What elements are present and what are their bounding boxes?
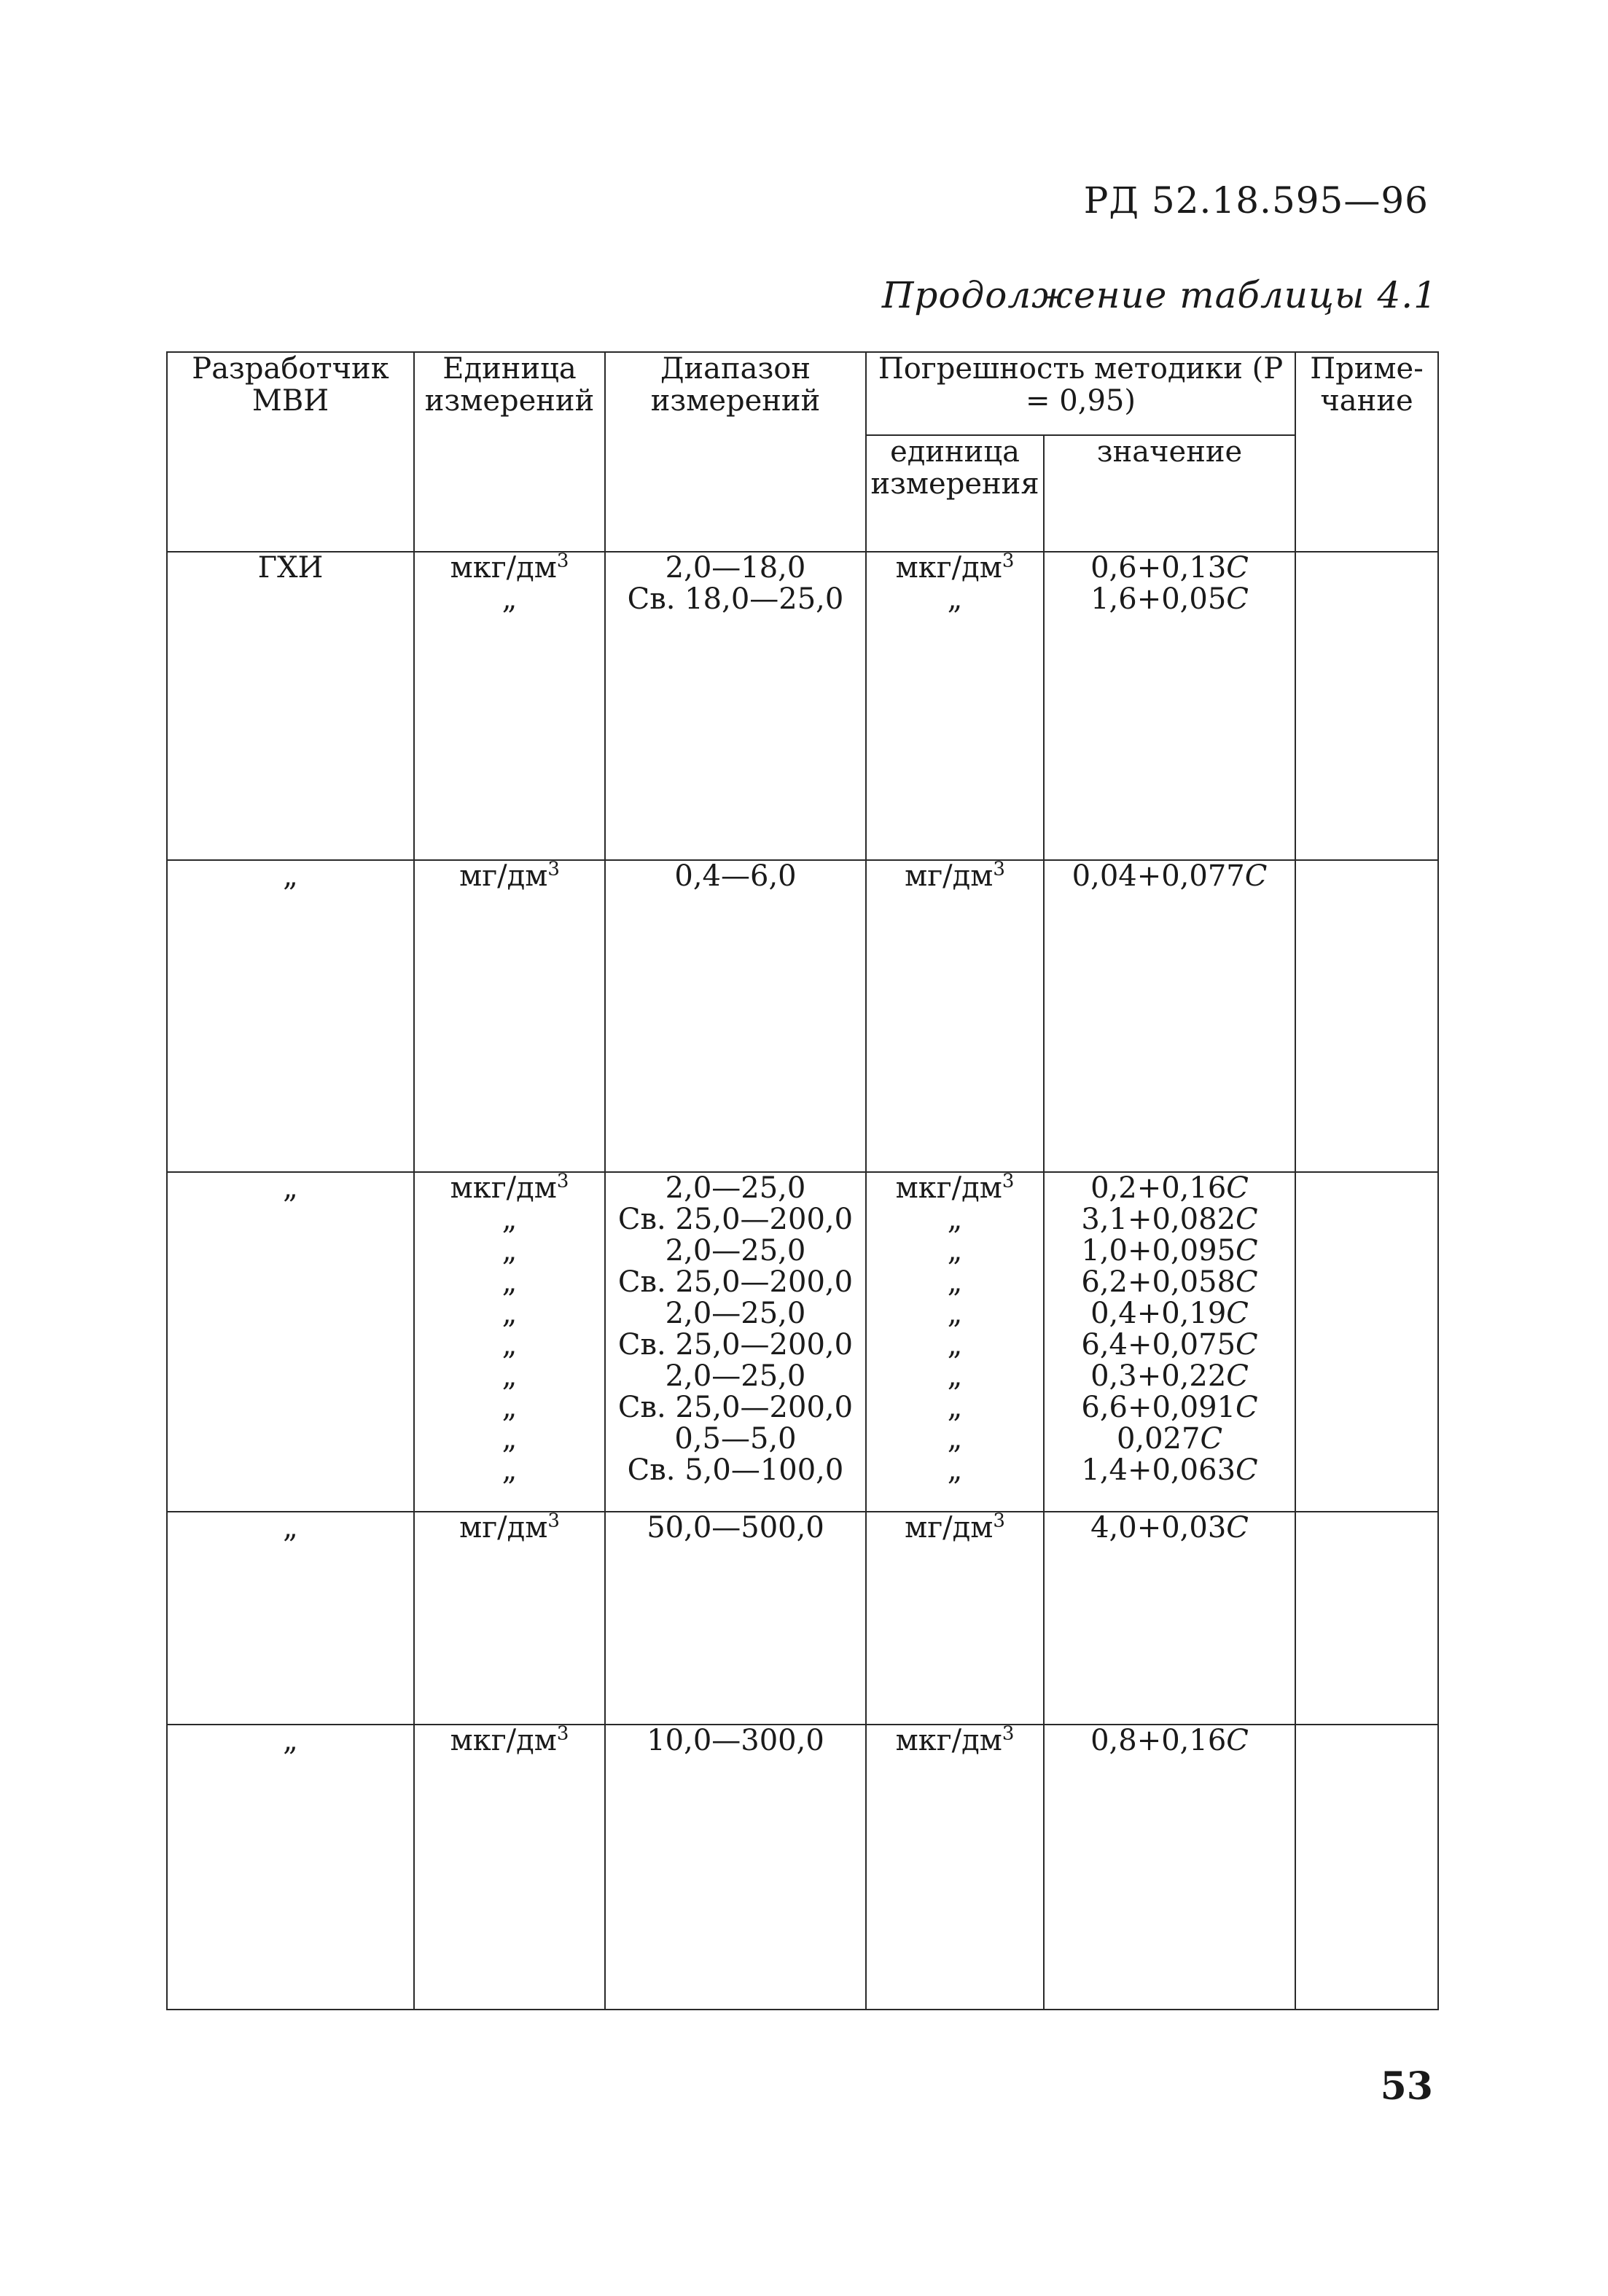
range-cell: 50,0—500,0: [605, 1512, 866, 1725]
table-caption: Продолжение таблицы 4.1: [881, 274, 1437, 316]
developer-cell: „: [167, 860, 414, 1172]
table-row: [167, 860, 1438, 1172]
unit-cell: мкг/$дм^3$ „ „ „ „ „ „ „ „ „: [414, 1172, 605, 1512]
error-unit-cell: $мг/дм^3$: [866, 860, 1044, 1172]
error-unit-cell: мкг/$дм^3$: [866, 1725, 1044, 2010]
note-cell: [1295, 1512, 1438, 1725]
error-value-cell: 0,04+0,077C: [1044, 860, 1295, 1172]
developer-cell: „: [167, 1725, 414, 2010]
unit-cell: мкг/$дм^3$ „: [414, 552, 605, 860]
header-developer: Разработчик МВИ: [167, 352, 414, 552]
table-row: [167, 1512, 1438, 1725]
error-unit-cell: мкг/$дм^3$ „ „ „ „ „ „ „ „ „: [866, 1172, 1044, 1512]
note-cell: [1295, 1725, 1438, 2010]
table-row: [167, 1725, 1438, 2010]
developer-cell: ГХИ: [167, 552, 414, 860]
error-unit-cell: $мг/дм^3$: [866, 1512, 1044, 1725]
error-value-cell: 0,2+0,16C 3,1+0,082C 1,0+0,095C 6,2+0,058C 0,4+0,19C 6,4+0,075C 0,3+0,22C 6,6+0,091C 0,027C 1,4+0,063C: [1044, 1172, 1295, 1512]
note-cell: [1295, 1172, 1438, 1512]
document-code: РД 52.18.595—96: [1083, 179, 1429, 222]
error-unit-cell: мкг/$дм^3$ „: [866, 552, 1044, 860]
range-cell: 2,0—25,0 Св. 25,0—200,0 2,0—25,0 Св. 25,0—200,0 2,0—25,0 Св. 25,0—200,0 2,0—25,0 Св. 25,0—200,0 0,5—5,0 Св. 5,0—100,0: [605, 1172, 866, 1512]
note-cell: [1295, 860, 1438, 1172]
range-cell: 0,4—6,0: [605, 860, 866, 1172]
page-number: 53: [1380, 2064, 1433, 2109]
unit-cell: мкг/$дм^3$: [414, 1725, 605, 2010]
header-error-unit: единица измерения: [866, 435, 1044, 552]
error-value-cell: 0,6+0,13C 1,6+0,05C: [1044, 552, 1295, 860]
table-row: [167, 552, 1438, 860]
note-cell: [1295, 552, 1438, 860]
range-cell: 2,0—18,0 Св. 18,0—25,0: [605, 552, 866, 860]
developer-cell: „: [167, 1512, 414, 1725]
header-error-value: значение: [1044, 435, 1295, 552]
header-range: Диапазон измерений: [605, 352, 866, 552]
table-row: [167, 1172, 1438, 1512]
measurement-table: [166, 351, 1439, 2010]
unit-cell: $мг/дм^3$: [414, 1512, 605, 1725]
error-value-cell: 0,8+0,16C: [1044, 1725, 1295, 2010]
header-error: Погрешность методики (P = 0,95): [866, 352, 1295, 435]
header-unit: Единица измерений: [414, 352, 605, 552]
unit-cell: $мг/дм^3$: [414, 860, 605, 1172]
header-note: Приме-чание: [1295, 352, 1438, 552]
error-value-cell: 4,0+0,03C: [1044, 1512, 1295, 1725]
range-cell: 10,0—300,0: [605, 1725, 866, 2010]
developer-cell: „: [167, 1172, 414, 1512]
